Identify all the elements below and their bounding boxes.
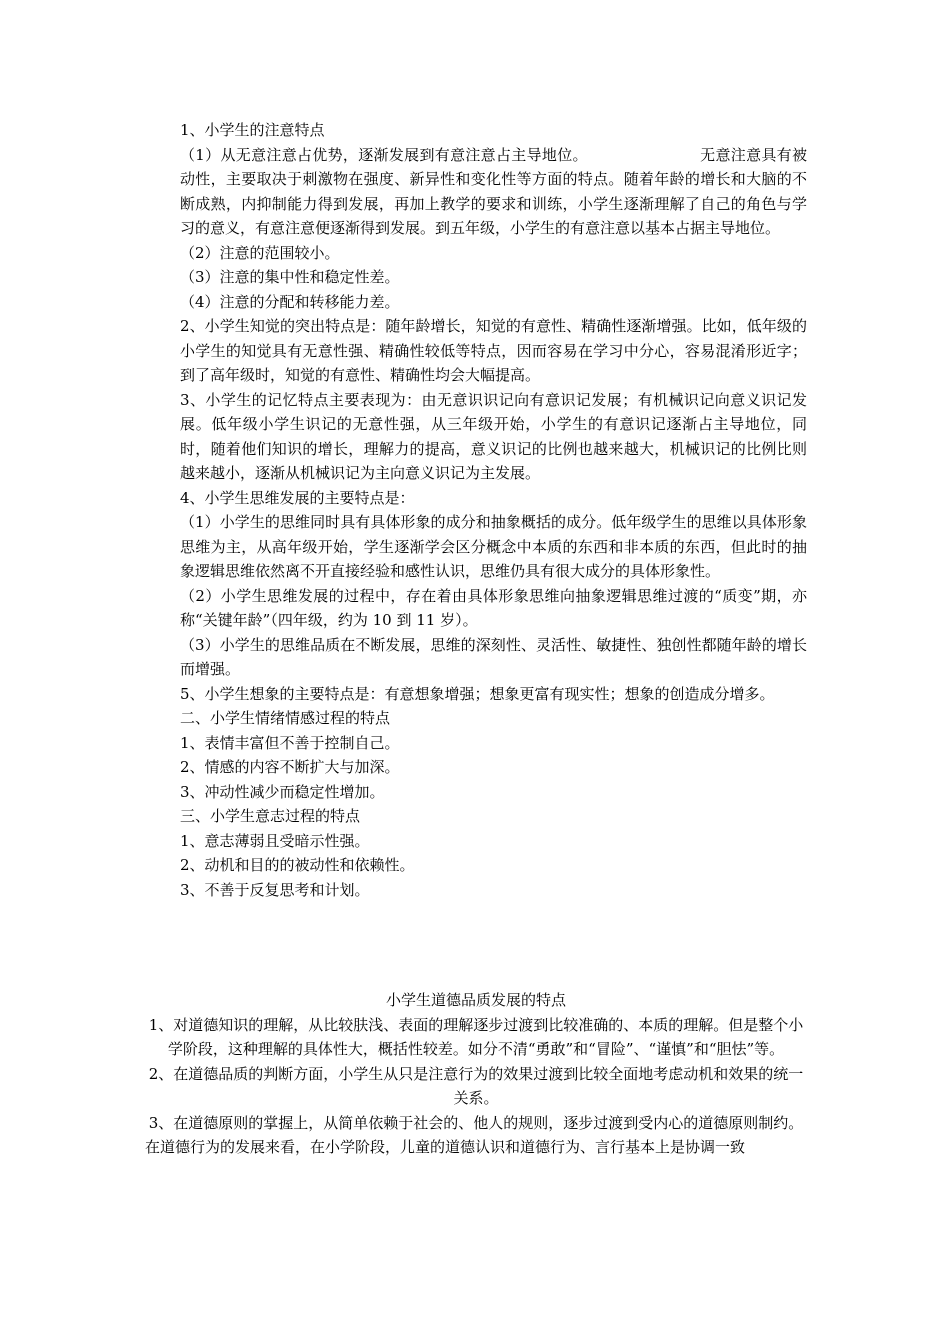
thinking-point-1: （1）小学生的思维同时具有具体形象的成分和抽象概括的成分。低年级学生的思维以具体形象思维为主，从高年级开始，学生逐渐学会区分概念中本质的东西和非本质的东西，但此时的抽象逻辑思维依然离不开直接经验和感性认识，思维仍具有很大成分的具体形象性。 bbox=[180, 513, 807, 580]
thinking-point-3: （3）小学生的思维品质在不断发展，思维的深刻性、灵活性、敏捷性、独创性都随年龄的增长而增强。 bbox=[180, 635, 807, 678]
moral-point-1: 1、对道德知识的理解，从比较肤浅、表面的理解逐步过渡到比较准确的、本质的理解。但是整个小学阶段，这种理解的具体性大，概括性较差。如分不清“勇敢”和“冒险”、“谨慎”和“胆怯”等。 bbox=[148, 1015, 804, 1058]
will-point-1: 1、意志薄弱且受暗示性强。 bbox=[180, 831, 370, 850]
section-one bbox=[180, 118, 807, 902]
will-point-2: 2、动机和目的的被动性和依赖性。 bbox=[180, 856, 415, 874]
heading-will: 三、小学生意志过程的特点 bbox=[180, 807, 361, 825]
paragraph-attention-1 bbox=[180, 143, 807, 241]
thinking-point-2: （2）小学生思维发展的过程中，存在着由具体形象思维向抽象逻辑思维过渡的“质变”期，亦称“关键年龄”（四年级，约为 10 到 11 岁）。 bbox=[180, 586, 807, 629]
attention-point-1: （1）从无意注意占优势，逐渐发展到有意注意占主导地位。 bbox=[180, 145, 588, 164]
section-two bbox=[145, 988, 807, 1160]
emotion-point-2: 2、情感的内容不断扩大与加深。 bbox=[180, 758, 400, 776]
section-two-title: 小学生道德品质发展的特点 bbox=[385, 991, 566, 1009]
emotion-point-1: 1、表情丰富但不善于控制自己。 bbox=[180, 733, 400, 752]
attention-point-3: （3）注意的集中性和稳定性差。 bbox=[180, 268, 400, 286]
moral-point-2: 2、在道德品质的判断方面，小学生从只是注意行为的效果过渡到比较全面地考虑动机和效果的统一关系。 bbox=[148, 1064, 804, 1107]
heading-emotion: 二、小学生情绪情感过程的特点 bbox=[180, 709, 391, 727]
will-point-3: 3、不善于反复思考和计划。 bbox=[180, 880, 370, 899]
moral-behavior-line: 在道德行为的发展来看，在小学阶段，儿童的道德认识和道德行为、言行基本上是协调一致 bbox=[145, 1138, 746, 1156]
paragraph-memory: 3、小学生的记忆特点主要表现为：由无意识识记向有意识记发展；有机械识记向意义识记发展。低年级小学生识记的无意性强，从三年级开始，小学生的有意识记逐渐占主导地位，同时，随着他们知识的增长，理解力的提高，意义识记的比例也越来越大，机械识记的比例比则越来越小，逐渐从机械识记为主向意义识记为主发展。 bbox=[180, 390, 807, 482]
moral-point-3: 3、在道德原则的掌握上，从简单依赖于社会的、他人的规则，逐步过渡到受内心的道德原则制约。 bbox=[148, 1113, 804, 1132]
emotion-point-3: 3、冲动性减少而稳定性增加。 bbox=[180, 782, 385, 801]
paragraph-perception: 2、小学生知觉的突出特点是：随年龄增长，知觉的有意性、精确性逐渐增强。比如，低年级的小学生的知觉具有无意性强、精确性较低等特点，因而容易在学习中分心，容易混淆形近字；到了高年级时，知觉的有意性、精确性均会大幅提高。 bbox=[180, 317, 807, 384]
heading-thinking: 4、小学生思维发展的主要特点是： bbox=[180, 488, 415, 507]
paragraph-imagination: 5、小学生想象的主要特点是：有意想象增强；想象更富有现实性；想象的创造成分增多。 bbox=[180, 684, 775, 703]
heading-attention: 1、小学生的注意特点 bbox=[180, 121, 325, 139]
attention-point-4: （4）注意的分配和转移能力差。 bbox=[180, 292, 400, 311]
attention-point-1-detail: 无意注意具有被动性，主要取决于刺激物在强度、新异性和变化性等方面的特点。随着年龄的增长和大脑的不断成熟，内抑制能力得到发展，再加上教学的要求和训练，小学生逐渐理解了自己的角色与学习的意义，有意注意便逐渐得到发展。到五年级，小学生的有意注意以基本占据主导地位。 bbox=[180, 145, 807, 237]
attention-point-2: （2）注意的范围较小。 bbox=[180, 243, 340, 262]
